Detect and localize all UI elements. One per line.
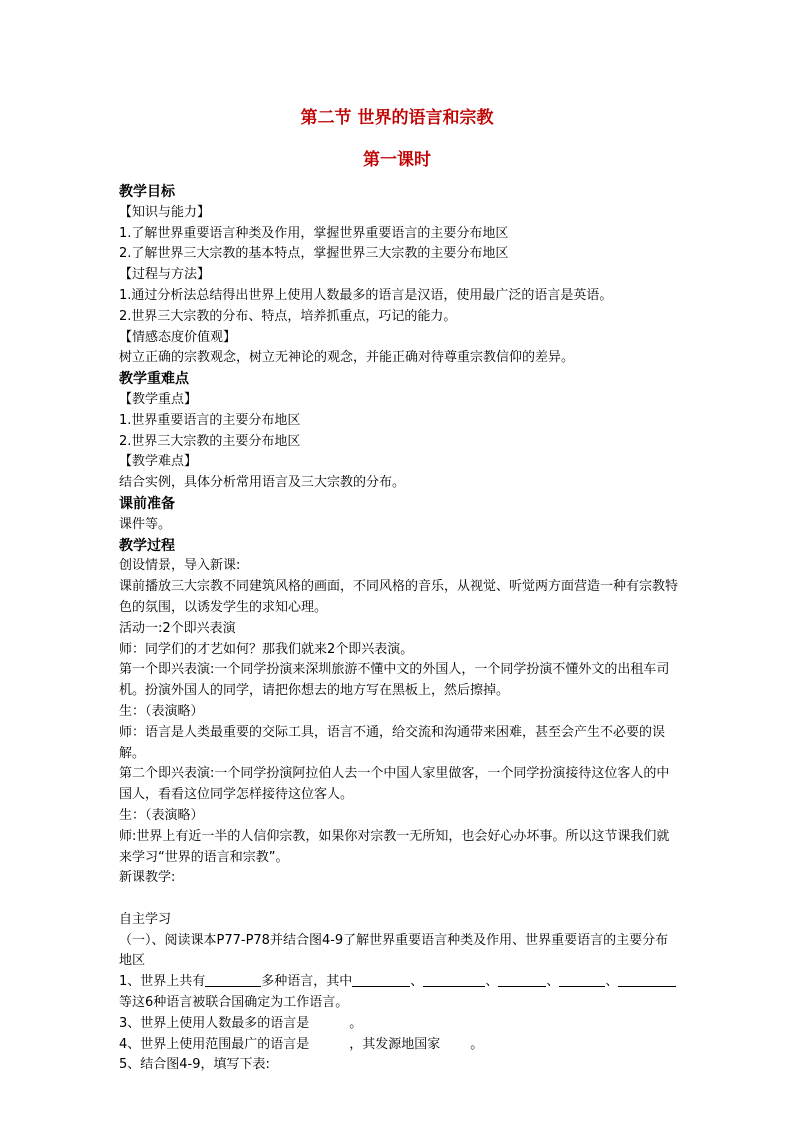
text-line: 树立正确的宗教观念，树立无神论的观念，并能正确对待尊重宗教信仰的差异。 bbox=[119, 350, 575, 366]
text-paragraph: 师：语言是人类最重要的交际工具，语言不通，给交流和沟通带来困难，甚至会产生不必要的误解。 bbox=[119, 724, 666, 761]
question-text: 3、世界上使用人数最多的语言是 bbox=[119, 1015, 310, 1031]
text-line: 课件等。 bbox=[119, 516, 172, 532]
section-heading-process: 教学过程 bbox=[119, 537, 175, 554]
text-line: 2.了解世界三大宗教的基本特点，掌握世界三大宗教的主要分布地区 bbox=[119, 246, 509, 262]
question-text: 4、世界上使用范围最广的语言是 bbox=[119, 1036, 310, 1052]
fill-in-question-3 bbox=[119, 1014, 679, 1035]
text-line: 5、结合图4-9，填写下表: bbox=[119, 1057, 270, 1073]
text-line: 生：（表演略） bbox=[119, 807, 204, 823]
document-body bbox=[119, 182, 679, 1076]
question-text: 多种语言，其中 bbox=[261, 974, 353, 990]
subheading-difficulty: 【教学难点】 bbox=[119, 454, 198, 470]
text-paragraph: 课前播放三大宗教不同建筑风格的画面，不同风格的音乐，从视觉、听觉两方面营造一种有宗教特色的氛围，以诱发学生的求知心理。 bbox=[119, 579, 679, 615]
period: 。 bbox=[349, 1015, 363, 1031]
blank-line bbox=[119, 889, 679, 910]
text-line: 2.世界三大宗教的主要分布地区 bbox=[119, 433, 301, 449]
text-line: 结合实例，具体分析常用语言及三大宗教的分布。 bbox=[119, 475, 406, 491]
subheading-focus: 【教学重点】 bbox=[119, 391, 198, 407]
fill-in-question-4 bbox=[119, 1035, 679, 1056]
text-line: 1.世界重要语言的主要分布地区 bbox=[119, 412, 301, 428]
period: 。 bbox=[470, 1036, 484, 1052]
answer-blank[interactable] bbox=[618, 973, 676, 987]
answer-blank[interactable] bbox=[205, 973, 261, 987]
answer-blank[interactable] bbox=[423, 973, 485, 987]
text-line: 活动一:2个即兴表演 bbox=[119, 620, 236, 636]
text-paragraph: 师:世界上有近一半的人信仰宗教，如果你对宗教一无所知，也会好心办坏事。所以这节课我们就来学习“世界的语言和宗教”。 bbox=[119, 828, 670, 865]
text-line: 等这6种语言被联合国确定为工作语言。 bbox=[119, 995, 349, 1011]
text-paragraph: 第一个即兴表演:一个同学扮演来深圳旅游不懂中文的外国人，一个同学扮演不懂外文的出租车司机。扮演外国人的同学，请把你想去的地方写在黑板上，然后擦掉。 bbox=[119, 662, 670, 699]
text-paragraph: 第二个即兴表演:一个同学扮演阿拉伯人去一个中国人家里做客，一个同学扮演接待这位客人的中国人，看看这位同学怎样接待这位客人。 bbox=[119, 766, 670, 803]
answer-blank[interactable] bbox=[352, 973, 410, 987]
text-line: 1.通过分析法总结得出世界上使用人数最多的语言是汉语，使用最广泛的语言是英语。 bbox=[119, 287, 613, 303]
separator: 、 bbox=[546, 974, 560, 990]
question-text: ，其发源地国家 bbox=[349, 1036, 441, 1052]
text-line: 自主学习 bbox=[119, 911, 172, 927]
text-line: 1.了解世界重要语言种类及作用，掌握世界重要语言的主要分布地区 bbox=[119, 225, 509, 241]
section-heading-prep: 课前准备 bbox=[119, 495, 175, 512]
text-line: 新课教学: bbox=[119, 870, 176, 886]
question-text: 1、世界上共有 bbox=[119, 974, 206, 990]
text-paragraph: （一）、阅读课本P77-P78并结合图4-9了解世界重要语言种类及作用、世界重要语言的主要分布地区 bbox=[119, 932, 669, 969]
text-line: 生：（表演略） bbox=[119, 703, 204, 719]
separator: 、 bbox=[485, 974, 499, 990]
text-line: 师：同学们的才艺如何？那我们就来2个即兴表演。 bbox=[119, 641, 414, 657]
page-title: 第二节 世界的语言和宗教 bbox=[300, 108, 494, 128]
separator: 、 bbox=[410, 974, 424, 990]
separator: 、 bbox=[605, 974, 619, 990]
subheading-process: 【过程与方法】 bbox=[119, 267, 211, 283]
subheading-knowledge: 【知识与能力】 bbox=[119, 204, 211, 220]
fill-in-question-1 bbox=[119, 972, 679, 993]
section-heading-objectives: 教学目标 bbox=[119, 184, 175, 200]
text-line: 创设情景，导入新课: bbox=[119, 558, 241, 574]
text-line: 2.世界三大宗教的分布、特点，培养抓重点，巧记的能力。 bbox=[119, 308, 457, 324]
answer-blank[interactable] bbox=[559, 973, 605, 987]
page-subtitle: 第一课时 bbox=[363, 150, 431, 170]
subheading-emotion: 【情感态度价值观】 bbox=[119, 329, 237, 345]
section-heading-keypoints: 教学重难点 bbox=[119, 371, 189, 388]
answer-blank[interactable] bbox=[498, 973, 546, 987]
